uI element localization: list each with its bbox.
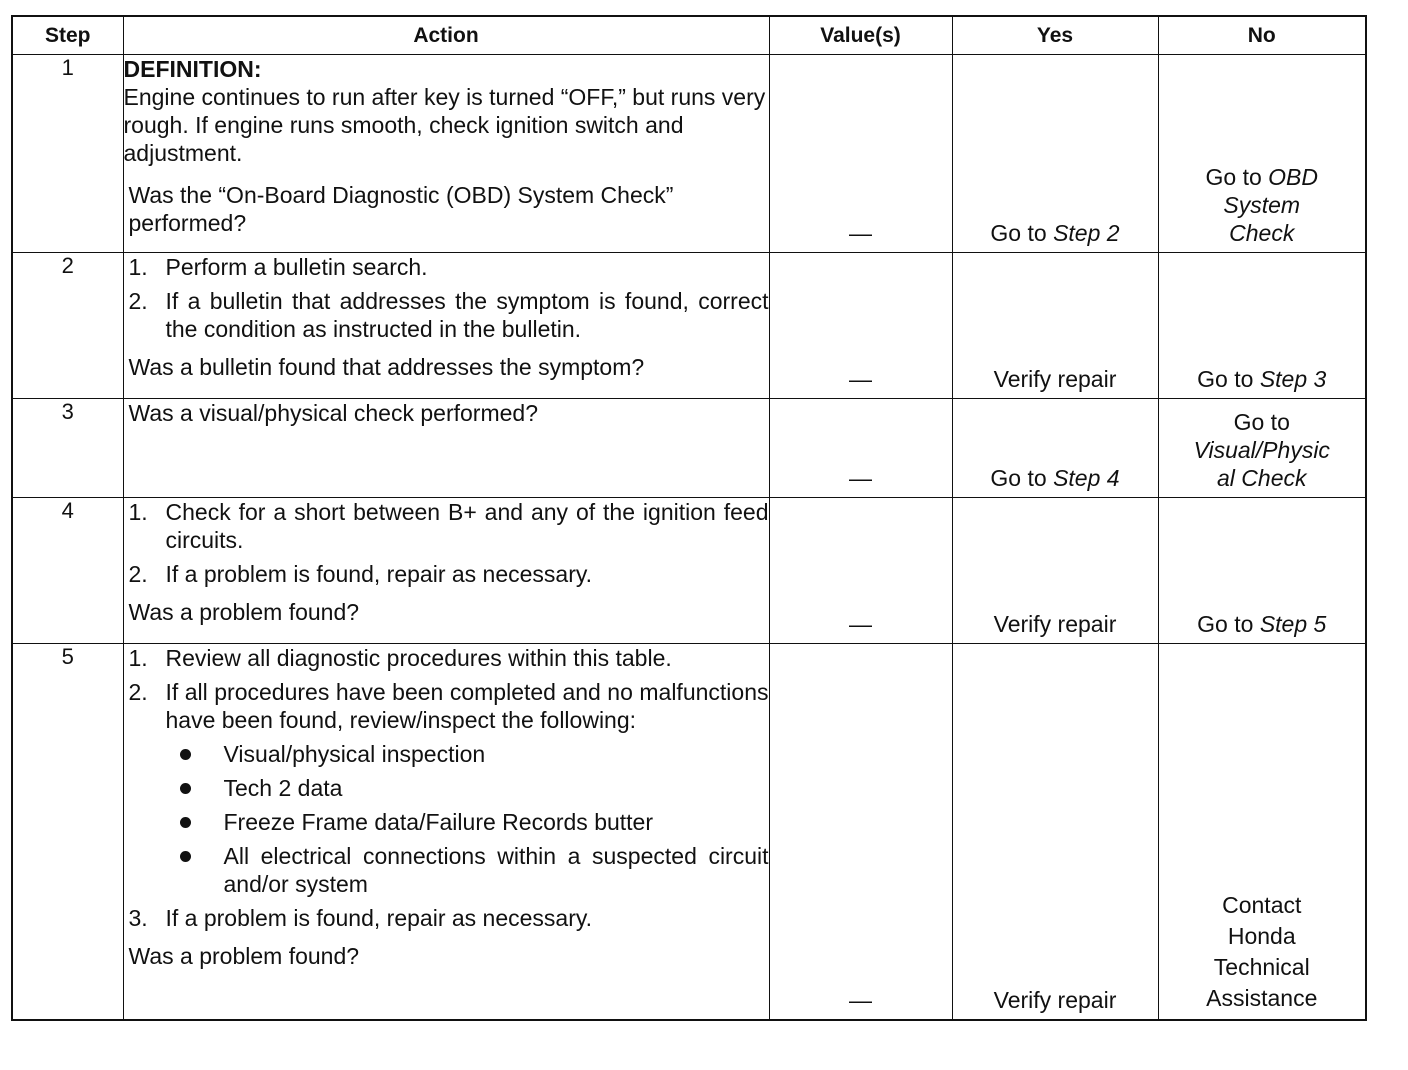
no-system: System: [1223, 192, 1301, 218]
no-honda: Honda: [1227, 922, 1296, 949]
yes-cell: [952, 253, 1158, 399]
header-step: Step: [12, 16, 123, 55]
table-row: [12, 399, 1366, 498]
diagnostic-table: [11, 15, 1367, 1021]
yes-action: [953, 219, 1158, 247]
no-cell: [1158, 644, 1366, 1020]
bullet-item: [124, 842, 769, 898]
yes-step-link: Step 4: [1053, 465, 1120, 491]
yes-prefix: Go to: [990, 465, 1054, 491]
no-prefix: Go to: [1197, 611, 1260, 637]
value-cell: [769, 253, 952, 399]
question-text: Was the “On-Board Diagnostic (OBD) System Check” performed?: [128, 182, 674, 236]
bullet-text: Tech 2 data: [223, 775, 343, 801]
value-dash: —: [849, 366, 872, 392]
no-prefix: Go to: [1205, 164, 1269, 190]
step-number: 2: [12, 253, 123, 399]
no-prefix: Go to: [1197, 366, 1260, 392]
item-number: 3.: [128, 905, 148, 931]
no-visual-physic: Visual/Physic: [1193, 437, 1330, 463]
value-cell: [769, 644, 952, 1020]
header-values: Value(s): [769, 16, 952, 55]
value-dash: —: [849, 611, 872, 637]
action-cell: [123, 399, 769, 498]
list-item: [124, 644, 769, 672]
value-dash: —: [849, 465, 872, 491]
bullet-item: [124, 774, 769, 802]
item-text: If a problem is found, repair as necessary.: [165, 561, 593, 587]
no-action: [1159, 890, 1366, 1014]
action-cell: [123, 55, 769, 253]
no-action: [1159, 610, 1366, 638]
yes-action: [953, 464, 1158, 492]
item-number: 2.: [128, 679, 148, 705]
yes-step-link: Step 2: [1053, 220, 1120, 246]
no-check: Check: [1229, 220, 1295, 246]
no-cell: [1158, 399, 1366, 498]
table-row: [12, 253, 1366, 399]
definition-label: DEFINITION:: [123, 56, 262, 82]
item-number: 2.: [128, 561, 148, 587]
no-al-check: al Check: [1217, 465, 1307, 491]
value-dash: —: [849, 986, 872, 1013]
header-row: [12, 16, 1366, 55]
header-action: Action: [123, 16, 769, 55]
yes-action: Verify repair: [993, 611, 1117, 637]
no-action: [1159, 163, 1366, 247]
item-text: Perform a bulletin search.: [165, 254, 428, 280]
item-number: 1.: [128, 499, 148, 525]
no-assistance: Assistance: [1206, 984, 1318, 1011]
yes-prefix: Go to: [990, 220, 1054, 246]
bullet-text: Visual/physical inspection: [223, 741, 486, 767]
item-number: 1.: [128, 254, 148, 280]
no-action: [1159, 365, 1366, 393]
definition-text: Engine continues to run after key is turned “OFF,” but runs very rough. If engine runs smooth, check ignition switch and adjustment.: [123, 84, 766, 166]
list-item: [124, 287, 769, 343]
list-item: [124, 904, 769, 932]
step-number: 3: [12, 399, 123, 498]
item-text: If a bulletin that addresses the symptom is found, correct the condition as instructed in the bulletin.: [165, 288, 769, 342]
action-cell: [123, 253, 769, 399]
bullet-dot-icon: [180, 851, 191, 862]
action-cell: [123, 498, 769, 644]
bullet-item: [124, 740, 769, 768]
bullet-dot-icon: [180, 817, 191, 828]
item-text: If a problem is found, repair as necessary.: [165, 905, 593, 931]
step-number: 1: [12, 55, 123, 253]
bullet-item: [124, 808, 769, 836]
header-no: No: [1158, 16, 1366, 55]
no-obd: OBD: [1268, 164, 1318, 190]
no-action: [1159, 408, 1366, 492]
item-number: 1.: [128, 645, 148, 671]
no-technical: Technical: [1213, 953, 1310, 980]
no-cell: [1158, 498, 1366, 644]
yes-cell: [952, 644, 1158, 1020]
yes-action: Verify repair: [993, 366, 1117, 392]
question-text: Was a problem found?: [128, 943, 360, 969]
value-cell: [769, 55, 952, 253]
question-text: Was a bulletin found that addresses the symptom?: [128, 354, 645, 380]
no-go-to: Go to: [1233, 409, 1290, 435]
yes-cell: [952, 498, 1158, 644]
bullet-dot-icon: [180, 749, 191, 760]
no-step-link: Step 5: [1259, 611, 1327, 637]
item-text: If all procedures have been completed and no malfunctions have been found, review/inspect the following:: [165, 679, 769, 733]
list-item: [124, 560, 769, 588]
step-number: 4: [12, 498, 123, 644]
table-row: [12, 498, 1366, 644]
bullet-text: Freeze Frame data/Failure Records butter: [223, 809, 654, 835]
list-item: [124, 498, 769, 554]
bullet-dot-icon: [180, 783, 191, 794]
item-text: Check for a short between B+ and any of the ignition feed circuits.: [165, 499, 769, 553]
item-number: 2.: [128, 288, 148, 314]
header-yes: Yes: [952, 16, 1158, 55]
table-row: [12, 55, 1366, 253]
bullet-text: All electrical connections within a suspected circuit and/or system: [223, 843, 769, 897]
question-text: Was a visual/physical check performed?: [128, 400, 538, 426]
yes-cell: [952, 399, 1158, 498]
list-item: [124, 678, 769, 734]
yes-action: Verify repair: [993, 986, 1117, 1013]
item-text: Review all diagnostic procedures within this table.: [165, 645, 672, 671]
no-step-link: Step 3: [1259, 366, 1327, 392]
no-cell: [1158, 55, 1366, 253]
list-item: [124, 253, 769, 281]
step-number: 5: [12, 644, 123, 1020]
value-cell: [769, 399, 952, 498]
table-row: [12, 644, 1366, 1020]
no-cell: [1158, 253, 1366, 399]
value-dash: —: [849, 220, 872, 246]
action-cell: [123, 644, 769, 1020]
question-text: Was a problem found?: [128, 599, 360, 625]
value-cell: [769, 498, 952, 644]
yes-cell: [952, 55, 1158, 253]
no-contact: Contact: [1222, 891, 1302, 918]
